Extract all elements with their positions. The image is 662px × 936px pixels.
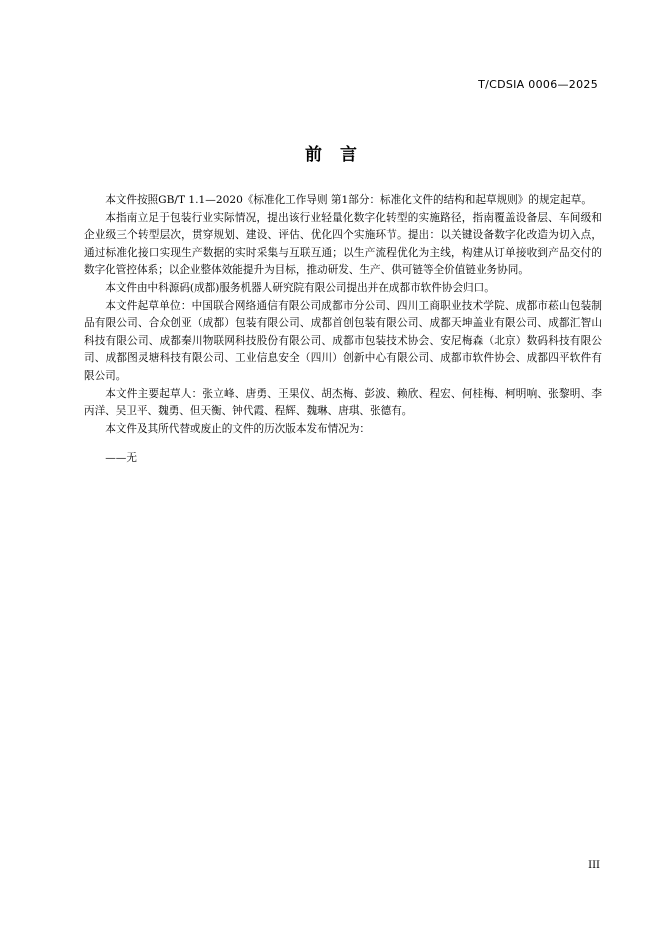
paragraph-drafting-units: 本文件起草单位：中国联合网络通信有限公司成都市分公司、四川工商职业技术学院、成都市菘山包装制品有限公司、合众创亚（成都）包装有限公司、成都首创包装有限公司、成都天坤盖业有限公司、成都汇智山科技有限公司、成都秦川物联网科技股份有限公司、成都市包装技术协会、安尼梅森（北京）数码科技有限公司、成都图灵塘科技有限公司、工业信息安全（四川）创新中心有限公司、成都市软件协会、成都四平软件有限公司。 [84,299,602,382]
paragraph-drafters: 本文件主要起草人：张立峰、唐勇、王果仪、胡杰梅、彭波、赖欣、程宏、何桂梅、柯明响、张黎明、李丙洋、吴卫平、魏勇、但天衡、钟代霞、程辉、魏琳、唐琪、张德有。 [84,387,602,418]
paragraph-scope: 本指南立足于包装行业实际情况，提出该行业轻量化数字化转型的实施路径，指南覆盖设备层、车间级和企业级三个转型层次，贯穿规划、建设、评估、优化四个实施环节。提出：以关键设备数字化改造为切入点，通过标准化接口实现生产数据的实时采集与互联互通；以生产流程优化为主线，构建从订单接收到产品交付的数字化管控体系；以企业整体效能提升为目标，推动研发、生产、供可链等全价值链业务协同。 [84,211,602,277]
version-history-none: ——无 [105,452,137,465]
paragraph-version-history: 本文件及其所代替或废止的文件的历次版本发布情况为： [105,422,371,435]
document-code: T/CDSIA 0006—2025 [478,78,598,91]
page-number: III [588,860,600,871]
foreword-body [84,192,602,468]
paragraph-proposer: 本文件由中科源码(成都)服务机器人研究院有限公司提出并在成都市软件协会归口。 [105,281,495,294]
paragraph-drafting-rules: 本文件按照GB/T 1.1—2020《标准化工作导则 第1部分：标准化文件的结构和起草规则》的规定起草。 [105,194,592,206]
page-title: 前言 [305,145,375,165]
